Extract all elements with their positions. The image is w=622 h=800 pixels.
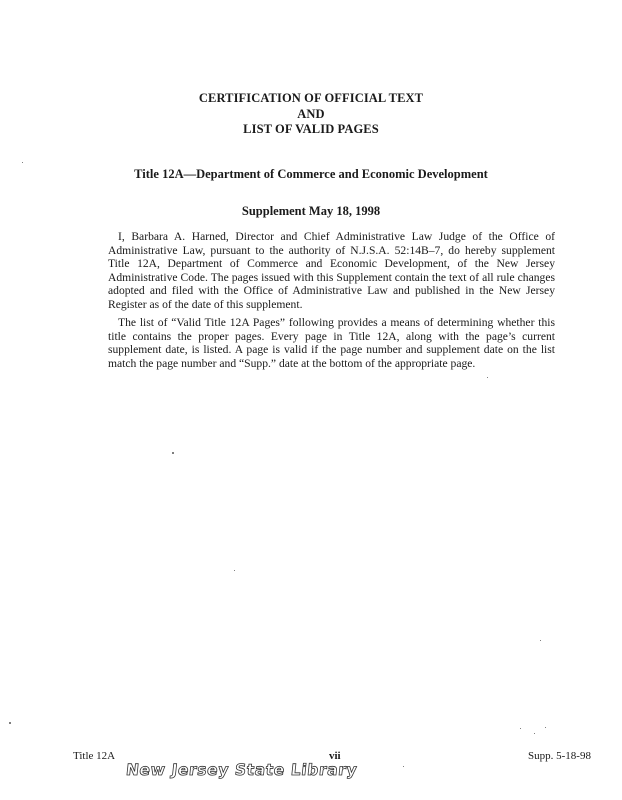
footer-supplement-date: Supp. 5-18-98 [528, 750, 591, 762]
scan-speck [487, 377, 488, 378]
scan-speck [172, 452, 174, 454]
certification-paragraph: I, Barbara A. Harned, Director and Chief Administrative Law Judge of the Office of Administrative Law, pursuant to the authority of N.J.S.A. 52:14B–7, do hereby supplement Title 12A, Department of Commerce and Economic Development, of the New Jersey Administrative Code. The pages issued with this Supplement contain the text of all rule changes adopted and filed with the Office of Administrative Law and published in the New Jersey Register as of the date of this supplement. [108, 230, 555, 311]
scan-speck [520, 728, 521, 729]
footer-title: Title 12A [73, 750, 116, 762]
valid-pages-paragraph: The list of “Valid Title 12A Pages” following provides a means of determining whether this title contains the proper pages. Every page in Title 12A, along with the page’s current supplement date, is listed. A page is valid if the page number and supplement date on the list match the page number and “Supp.” date at the bottom of the appropriate page. [108, 316, 555, 370]
library-stamp: New Jersey State Library [125, 761, 359, 779]
scan-speck [540, 640, 541, 641]
heading-line-2: AND [297, 106, 325, 121]
heading-line-1: CERTIFICATION OF OFFICIAL TEXT [198, 91, 424, 105]
supplement-date: Supplement May 18, 1998 [241, 204, 381, 218]
scan-speck [545, 727, 546, 728]
certification-heading [0, 91, 622, 138]
scan-speck [9, 722, 11, 724]
heading-line-3: LIST OF VALID PAGES [243, 122, 379, 136]
scan-speck [22, 162, 23, 163]
scan-speck [403, 766, 404, 767]
scan-speck [534, 733, 535, 734]
scan-speck [234, 570, 235, 571]
title-line: Title 12A—Department of Commerce and Economic Development [134, 167, 488, 181]
footer-page-number: vii [329, 750, 341, 762]
